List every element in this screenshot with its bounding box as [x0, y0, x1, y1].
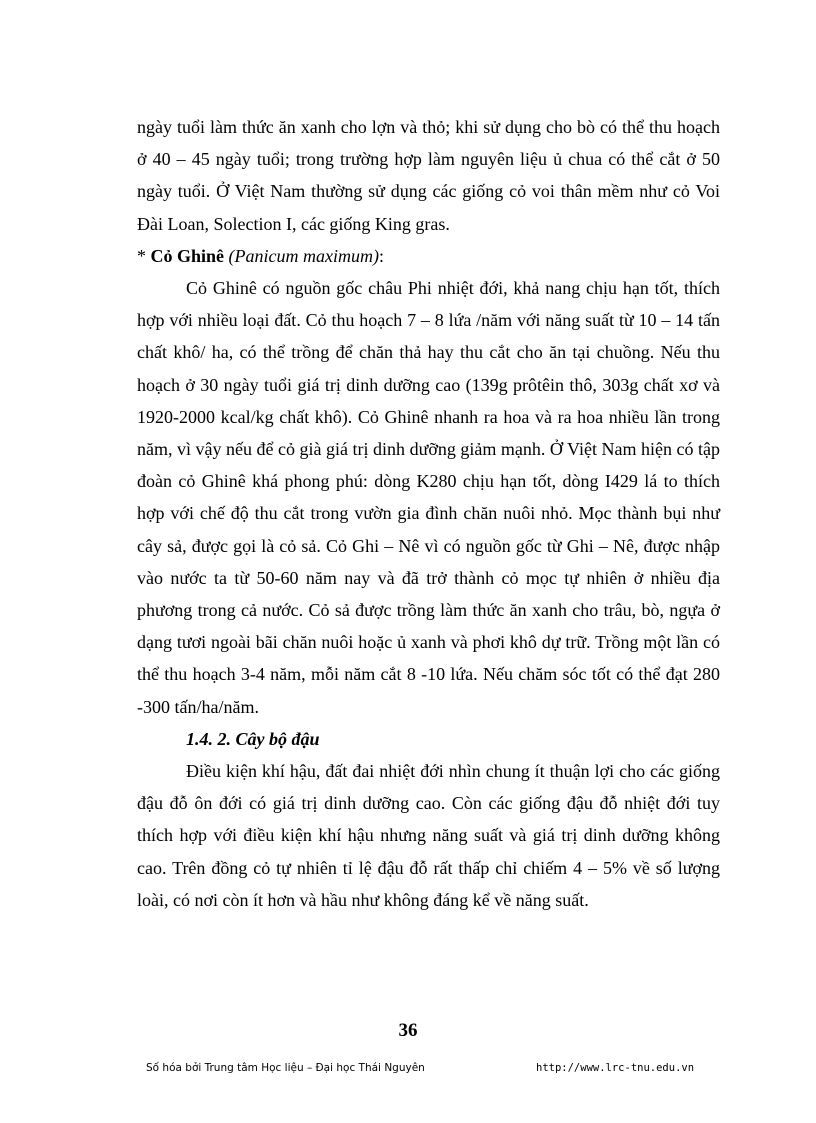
footer-digitized-by: Số hóa bởi Trung tâm Học liệu – Đại học Thái Nguyên	[146, 1062, 425, 1074]
guinea-grass-latin-name: (Panicum maximum)	[228, 245, 379, 266]
paragraph-guinea-grass: Cỏ Ghinê có nguồn gốc châu Phi nhiệt đới, khả nang chịu hạn tốt, thích hợp với nhiều loại đất. Cỏ thu hoạch 7 – 8 lứa /năm với năng suất từ 10 – 14 tấn chất khô/ ha, có thể trồng để chăn thả hay thu cắt cho ăn tại chuồng. Nếu thu hoạch ở 30 ngày tuổi giá trị dinh dưỡng cao (139g prôtêin thô, 303g chất xơ và 1920-2000 kcal/kg chất khô). Cỏ Ghinê nhanh ra hoa và ra hoa nhiều lần trong năm, vì vậy nếu để cỏ già giá trị dinh dưỡng giảm mạnh. Ở Việt Nam hiện có tập đoàn cỏ Ghinê khá phong phú: dòng K280 chịu hạn tốt, dòng I429 lá to thích hợp với chế độ thu cắt trong vườn gia đình chăn nuôi nhỏ. Mọc thành bụi như cây sả, được gọi là cỏ sả. Cỏ Ghi – Nê vì có nguồn gốc từ Ghi – Nê, được nhập vào nước ta từ 50-60 năm nay và đã trở thành cỏ mọc tự nhiên ở nhiều địa phương trong cả nước. Cỏ sả được trồng làm thức ăn xanh cho trâu, bò, ngựa ở dạng tươi ngoài bãi chăn nuôi hoặc ủ xanh và phơi khô dự trữ. Trồng một lần có thể thu hoạch 3-4 năm, mỗi năm cắt 8 -10 lứa. Nếu chăm sóc tốt có thể đạt 280 -300 tấn/ha/năm.	[137, 278, 720, 717]
paragraph-legumes: Điều kiện khí hậu, đất đai nhiệt đới nhìn chung ít thuận lợi cho các giống đậu đỗ ôn đới có giá trị dinh dưỡng cao. Còn các giống đậu đỗ nhiệt đới tuy thích hợp với điều kiện khí hậu nhưng năng suất và giá trị dinh dưỡng không cao. Trên đồng cỏ tự nhiên tỉ lệ đậu đỗ rất thấp chỉ chiếm 4 – 5% về số lượng loài, có nơi còn ít hơn và hầu như không đáng kể về năng suất.	[137, 761, 720, 910]
bullet-marker: *	[137, 245, 151, 266]
guinea-grass-heading	[137, 240, 720, 272]
heading-colon: :	[378, 245, 384, 266]
page-body	[137, 111, 720, 916]
guinea-grass-title: Cỏ Ghinê	[150, 245, 225, 266]
section-heading-legumes: 1.4. 2. Cây bộ đậu	[186, 728, 320, 749]
page-number: 36	[398, 1020, 418, 1041]
paragraph-elephant-grass: ngày tuổi làm thức ăn xanh cho lợn và thỏ; khi sử dụng cho bò có thể thu hoạch ở 40 – 45 ngày tuổi; trong trường hợp làm nguyên liệu ủ chua có thể cắt ở 50 ngày tuổi. Ở Việt Nam thường sử dụng các giống cỏ voi thân mềm như cỏ Voi Đài Loan, Solection I, các giống King gras.	[137, 117, 720, 234]
footer-url: http://www.lrc-tnu.edu.vn	[536, 1062, 695, 1074]
